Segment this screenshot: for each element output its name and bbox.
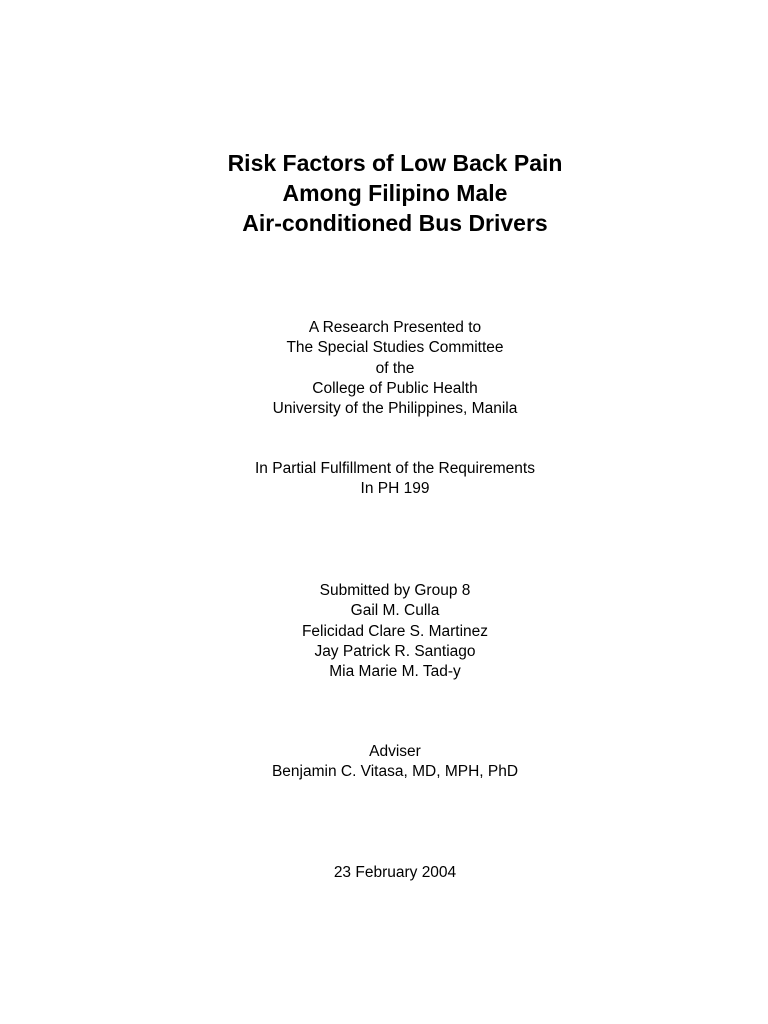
presentation-line: A Research Presented to — [308, 319, 482, 336]
date-text: 23 February 2004 — [333, 864, 457, 881]
submission-date — [0, 863, 768, 883]
submission-heading: Submitted by Group 8 — [319, 582, 471, 599]
fulfillment-line: In PH 199 — [360, 480, 430, 498]
presentation-line: of the — [375, 359, 415, 377]
group-member: Jay Patrick R. Santiago — [314, 642, 476, 660]
adviser-block — [0, 742, 768, 783]
adviser-label: Adviser — [369, 743, 421, 760]
fulfillment-line: In Partial Fulfillment of the Requirements — [255, 460, 535, 477]
group-member: Gail M. Culla — [350, 602, 440, 620]
presentation-line: College of Public Health — [312, 379, 478, 397]
title-line: Among Filipino Male — [282, 180, 508, 206]
title-line: Risk Factors of Low Back Pain — [227, 150, 563, 176]
presentation-line: The Special Studies Committee — [286, 339, 504, 357]
submission-block — [0, 581, 768, 682]
title-line: Air-conditioned Bus Drivers — [242, 210, 548, 236]
adviser-name: Benjamin C. Vitasa, MD, MPH, PhD — [271, 763, 519, 781]
presentation-statement — [0, 318, 768, 419]
document-title — [0, 148, 768, 238]
group-member: Felicidad Clare S. Martinez — [301, 622, 489, 640]
fulfillment-statement — [0, 459, 768, 500]
presentation-line: University of the Philippines, Manila — [272, 400, 518, 418]
group-member: Mia Marie M. Tad-y — [329, 663, 461, 681]
